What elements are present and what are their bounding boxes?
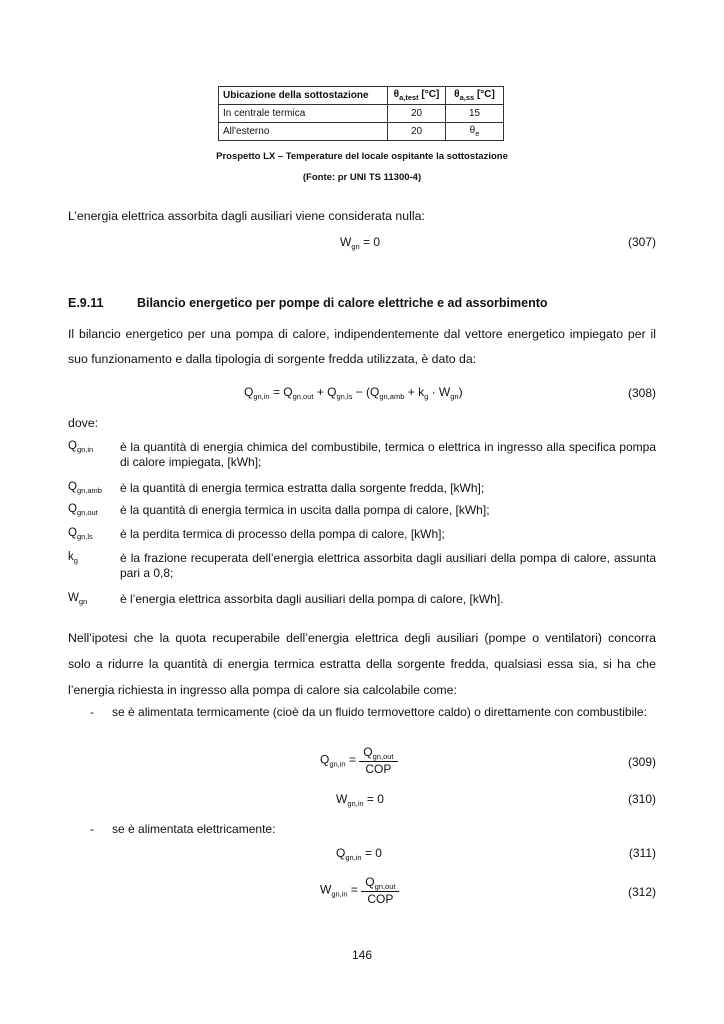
equation-310: $W_{gn,in} = 0$ xyxy=(336,792,384,808)
table-cell: All'esterno xyxy=(219,123,388,141)
equation-311: $Q_{gn,in} = 0$ xyxy=(336,846,382,862)
definition-symbol: $W_{gn}$ xyxy=(68,592,88,606)
bullet-dash: - xyxy=(90,822,94,836)
paragraph-line: l’energia richiesta in ingresso alla pompa di calore sia calcolabile come: xyxy=(68,683,457,697)
paragraph-line: suo funzionamento e dalla tipologia di sorgente fredda utilizzata, è dato da: xyxy=(68,352,477,366)
equation-308: $Q_{gn,in} = Q_{gn,out} + Q_{gn,ls} - (Q_{gn,amb} + k_g \cdot W_{gn})$ xyxy=(244,385,463,401)
definition-text: è l’energia elettrica assorbita dagli ausiliari della pompa di calore, [kWh]. xyxy=(120,592,504,606)
definition-symbol: $Q_{gn,amb}$ xyxy=(68,481,102,495)
equation-number: (309) xyxy=(627,755,656,769)
equation-312: $W_{gn,in}$ = $\frac{Q_{gn,out}}{\text{COP}}$ xyxy=(320,875,399,906)
table-header: $\theta_{a,ss}$ [°C] xyxy=(446,87,504,105)
table-cell: 20 xyxy=(388,123,446,141)
equation-number: (308) xyxy=(627,386,656,400)
intro-text: L’energia elettrica assorbita dagli ausiliari viene considerata nulla: xyxy=(68,209,425,223)
bullet-dash: - xyxy=(90,705,94,719)
definition-symbol: $Q_{gn,in}$ xyxy=(68,440,94,454)
table-cell: In centrale termica xyxy=(219,105,388,123)
paragraph-line: Il bilancio energetico per una pompa di calore, indipendentemente dal vettore energetico impiegato per il xyxy=(68,327,656,341)
table-header: $\theta_{a,test}$ [°C] xyxy=(388,87,446,105)
table-header: Ubicazione della sottostazione xyxy=(219,87,388,105)
definition-text: è la frazione recuperata dell’energia elettrica assorbita dagli ausiliari della pompa di calore, assunta pari a 0,8; xyxy=(120,551,656,580)
table-cell: 20 xyxy=(388,105,446,123)
where-label: dove: xyxy=(68,416,99,430)
definition-symbol: $k_g$ xyxy=(68,551,78,565)
section-number: E.9.11 xyxy=(68,296,104,310)
definition-symbol: $Q_{gn,out}$ xyxy=(68,503,98,517)
fraction: $\frac{Q_{gn,out}}{\text{COP}}$ xyxy=(359,745,397,776)
temperature-table xyxy=(218,86,504,141)
definition-text: è la quantità di energia termica estratta dalla sorgente fredda, [kWh]; xyxy=(120,481,485,495)
equation-number: (312) xyxy=(627,885,656,899)
equation-307: $W_{gn} = 0$ xyxy=(340,235,381,251)
equation-number: (307) xyxy=(627,235,656,249)
table-cell: 15 xyxy=(446,105,504,123)
paragraph-line: Nell’ipotesi che la quota recuperabile dell’energia elettrica degli ausiliari (pompe o ventilatori) concorra xyxy=(68,631,656,645)
table-source: (Fonte: pr UNI TS 11300-4) xyxy=(302,172,422,183)
definition-text: è la quantità di energia termica in uscita dalla pompa di calore, [kWh]; xyxy=(120,503,490,517)
equation-309: $Q_{gn,in}$ = $\frac{Q_{gn,out}}{\text{COP}}$ xyxy=(320,745,398,776)
table-header-row xyxy=(219,87,504,105)
table-caption: Prospetto LX – Temperature del locale ospitante la sottostazione xyxy=(216,151,508,162)
table-cell: $\theta_e$ xyxy=(446,123,504,141)
equation-number: (311) xyxy=(628,846,656,860)
bullet-text: se è alimentata termicamente (cioè da un fluido termovettore caldo) o direttamente con combustibile: xyxy=(112,705,647,719)
table-row xyxy=(219,123,504,141)
bullet-text: se è alimentata elettricamente: xyxy=(112,822,276,836)
paragraph-line: solo a ridurre la quantità di energia termica estratta della sorgente fredda, qualsiasi essa sia, si ha che xyxy=(68,657,656,671)
table-row xyxy=(219,105,504,123)
definition-symbol: $Q_{gn,ls}$ xyxy=(68,527,93,541)
section-title: Bilancio energetico per pompe di calore elettriche e ad assorbimento xyxy=(137,296,548,310)
equation-number: (310) xyxy=(627,792,656,806)
definition-text: è la perdita termica di processo della pompa di calore, [kWh]; xyxy=(120,527,445,541)
page-number: 146 xyxy=(351,948,373,962)
fraction: $\frac{Q_{gn,out}}{\text{COP}}$ xyxy=(361,875,399,906)
definition-text: è la quantità di energia chimica del combustibile, termica o elettrica in ingresso alla specifica pompa di calore impiegata, [kWh]; xyxy=(120,440,656,469)
